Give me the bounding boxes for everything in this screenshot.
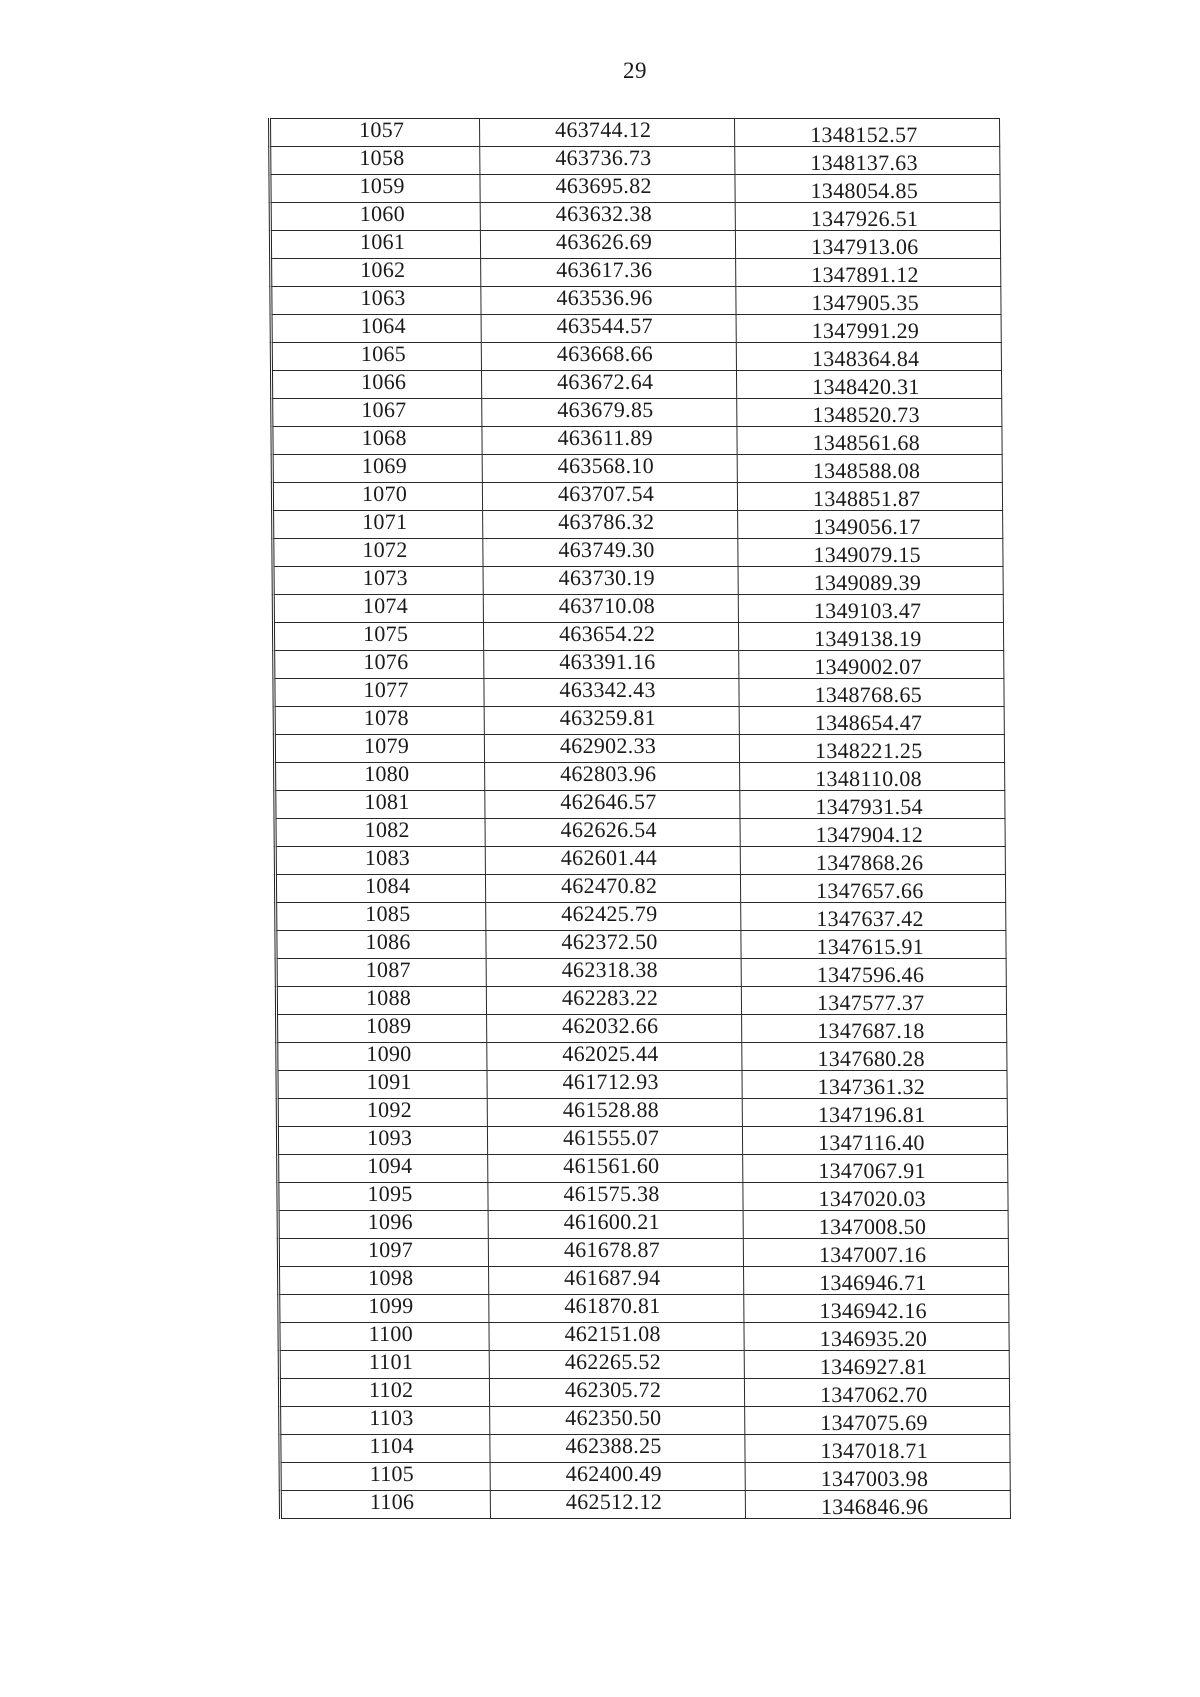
point-number-cell: 1076 [274, 651, 484, 679]
y-coordinate-cell: 1347008.50 [743, 1211, 1008, 1239]
x-coordinate-cell: 462388.25 [490, 1435, 745, 1463]
table-row [273, 567, 1003, 595]
x-coordinate-cell: 463536.96 [481, 287, 736, 315]
y-coordinate-cell: 1347596.46 [741, 959, 1006, 987]
table-row [270, 175, 1000, 203]
x-coordinate-cell: 462400.49 [490, 1463, 745, 1491]
table-row [276, 903, 1006, 931]
table-row [272, 483, 1002, 511]
point-number-cell: 1095 [278, 1183, 488, 1211]
table-row [274, 735, 1004, 763]
table-row [279, 1323, 1009, 1351]
table-row [278, 1155, 1008, 1183]
table-row [275, 847, 1005, 875]
point-number-cell: 1096 [278, 1211, 488, 1239]
x-coordinate-cell: 463710.08 [483, 595, 738, 623]
table-row [273, 511, 1003, 539]
table-row [273, 595, 1003, 623]
x-coordinate-cell: 463654.22 [483, 623, 738, 651]
y-coordinate-cell: 1347196.81 [742, 1099, 1007, 1127]
table-row [271, 371, 1001, 399]
point-number-cell: 1072 [273, 539, 483, 567]
x-coordinate-cell: 463679.85 [482, 399, 737, 427]
table-row [272, 455, 1002, 483]
y-coordinate-cell: 1347577.37 [741, 987, 1006, 1015]
x-coordinate-cell: 463707.54 [482, 483, 737, 511]
table-row [273, 623, 1003, 651]
point-number-cell: 1092 [277, 1099, 487, 1127]
table-row [274, 651, 1004, 679]
point-number-cell: 1071 [273, 511, 483, 539]
point-number-cell: 1105 [280, 1463, 490, 1491]
x-coordinate-cell: 463672.64 [481, 371, 736, 399]
point-number-cell: 1067 [272, 399, 482, 427]
x-coordinate-cell: 462626.54 [485, 819, 740, 847]
table-row [277, 1015, 1007, 1043]
x-coordinate-cell: 462646.57 [485, 791, 740, 819]
x-coordinate-cell: 462265.52 [489, 1351, 744, 1379]
y-coordinate-cell: 1346942.16 [744, 1295, 1009, 1323]
point-number-cell: 1074 [273, 595, 483, 623]
x-coordinate-cell: 463730.19 [483, 567, 738, 595]
point-number-cell: 1061 [270, 231, 480, 259]
y-coordinate-cell: 1347680.28 [742, 1043, 1007, 1071]
table-row [276, 959, 1006, 987]
x-coordinate-cell: 461678.87 [488, 1239, 743, 1267]
point-number-cell: 1087 [276, 959, 486, 987]
table-row [271, 343, 1001, 371]
x-coordinate-cell: 463617.36 [481, 259, 736, 287]
point-number-cell: 1081 [275, 791, 485, 819]
point-number-cell: 1064 [271, 315, 481, 343]
x-coordinate-cell: 463626.69 [480, 231, 735, 259]
x-coordinate-cell: 462318.38 [486, 959, 741, 987]
y-coordinate-cell: 1347075.69 [745, 1407, 1010, 1435]
table-row [270, 203, 1000, 231]
x-coordinate-cell: 461687.94 [489, 1267, 744, 1295]
table-row [270, 119, 1000, 147]
table-row [279, 1379, 1009, 1407]
y-coordinate-cell: 1347003.98 [745, 1463, 1010, 1491]
point-number-cell: 1068 [272, 427, 482, 455]
table-row [277, 1127, 1007, 1155]
point-number-cell: 1104 [280, 1435, 490, 1463]
y-coordinate-cell: 1347868.26 [740, 847, 1005, 875]
x-coordinate-cell: 462512.12 [490, 1491, 745, 1519]
y-coordinate-cell: 1347637.42 [741, 903, 1006, 931]
point-number-cell: 1094 [278, 1155, 488, 1183]
table-row [271, 287, 1001, 315]
point-number-cell: 1101 [279, 1351, 489, 1379]
coordinates-table [268, 118, 1011, 1519]
point-number-cell: 1088 [276, 987, 486, 1015]
x-coordinate-cell: 462372.50 [486, 931, 741, 959]
table-row [280, 1407, 1010, 1435]
point-number-cell: 1103 [280, 1407, 490, 1435]
y-coordinate-cell: 1348137.63 [735, 147, 1000, 175]
y-coordinate-cell: 1348221.25 [739, 735, 1004, 763]
x-coordinate-cell: 463736.73 [480, 147, 735, 175]
table-row [270, 231, 1000, 259]
table-row [275, 791, 1005, 819]
point-number-cell: 1057 [270, 119, 480, 147]
table-row [273, 539, 1003, 567]
point-number-cell: 1082 [275, 819, 485, 847]
x-coordinate-cell: 462025.44 [487, 1043, 742, 1071]
table-row [276, 931, 1006, 959]
table-row [270, 147, 1000, 175]
point-number-cell: 1073 [273, 567, 483, 595]
table-row [278, 1183, 1008, 1211]
x-coordinate-cell: 463259.81 [484, 707, 739, 735]
x-coordinate-cell: 463342.43 [484, 679, 739, 707]
x-coordinate-cell: 463544.57 [481, 315, 736, 343]
x-coordinate-cell: 463568.10 [482, 455, 737, 483]
table-row [272, 427, 1002, 455]
point-number-cell: 1080 [275, 763, 485, 791]
page-number: 29 [623, 58, 647, 83]
coordinates-table-body [270, 119, 1011, 1519]
table-row [280, 1491, 1010, 1519]
x-coordinate-cell: 462470.82 [485, 875, 740, 903]
table-row [277, 1071, 1007, 1099]
x-coordinate-cell: 461712.93 [487, 1071, 742, 1099]
point-number-cell: 1090 [277, 1043, 487, 1071]
x-coordinate-cell: 462283.22 [486, 987, 741, 1015]
y-coordinate-cell: 1347615.91 [741, 931, 1006, 959]
point-number-cell: 1099 [279, 1295, 489, 1323]
point-number-cell: 1075 [273, 623, 483, 651]
table-row [274, 707, 1004, 735]
point-number-cell: 1100 [279, 1323, 489, 1351]
y-coordinate-cell: 1348588.08 [737, 455, 1002, 483]
table-row [279, 1351, 1009, 1379]
table-row [271, 315, 1001, 343]
y-coordinate-cell: 1347687.18 [742, 1015, 1007, 1043]
table-row [275, 819, 1005, 847]
point-number-cell: 1102 [279, 1379, 489, 1407]
x-coordinate-cell: 461555.07 [487, 1127, 742, 1155]
y-coordinate-cell: 1347018.71 [745, 1435, 1010, 1463]
x-coordinate-cell: 461600.21 [488, 1211, 743, 1239]
table-row [272, 399, 1002, 427]
x-coordinate-cell: 462803.96 [485, 763, 740, 791]
y-coordinate-cell: 1347361.32 [742, 1071, 1007, 1099]
x-coordinate-cell: 463611.89 [482, 427, 737, 455]
x-coordinate-cell: 461528.88 [487, 1099, 742, 1127]
x-coordinate-cell: 462902.33 [484, 735, 739, 763]
x-coordinate-cell: 463632.38 [480, 203, 735, 231]
x-coordinate-cell: 461870.81 [489, 1295, 744, 1323]
y-coordinate-cell: 1347657.66 [740, 875, 1005, 903]
y-coordinate-cell: 1349079.15 [738, 539, 1003, 567]
x-coordinate-cell: 463668.66 [481, 343, 736, 371]
y-coordinate-cell: 1349056.17 [738, 511, 1003, 539]
x-coordinate-cell: 462601.44 [485, 847, 740, 875]
point-number-cell: 1062 [271, 259, 481, 287]
table-row [277, 1043, 1007, 1071]
table-row [278, 1239, 1008, 1267]
point-number-cell: 1060 [270, 203, 480, 231]
point-number-cell: 1070 [272, 483, 482, 511]
point-number-cell: 1063 [271, 287, 481, 315]
y-coordinate-cell: 1347067.91 [743, 1155, 1008, 1183]
coordinates-table-container [268, 118, 998, 1519]
y-coordinate-cell: 1348561.68 [737, 427, 1002, 455]
table-row [274, 679, 1004, 707]
x-coordinate-cell: 463786.32 [483, 511, 738, 539]
point-number-cell: 1079 [274, 735, 484, 763]
point-number-cell: 1091 [277, 1071, 487, 1099]
table-row [279, 1295, 1009, 1323]
point-number-cell: 1083 [275, 847, 485, 875]
x-coordinate-cell: 462151.08 [489, 1323, 744, 1351]
table-row [275, 763, 1005, 791]
table-row [275, 875, 1005, 903]
point-number-cell: 1106 [280, 1491, 490, 1519]
y-coordinate-cell: 1346846.96 [745, 1491, 1010, 1519]
x-coordinate-cell: 462425.79 [486, 903, 741, 931]
y-coordinate-cell: 1347007.16 [743, 1239, 1008, 1267]
table-row [271, 259, 1001, 287]
y-coordinate-cell: 1349138.19 [738, 623, 1003, 651]
y-coordinate-cell: 1346935.20 [744, 1323, 1009, 1351]
y-coordinate-cell: 1347991.29 [736, 315, 1001, 343]
point-number-cell: 1085 [276, 903, 486, 931]
point-number-cell: 1059 [270, 175, 480, 203]
y-coordinate-cell: 1348364.84 [736, 343, 1001, 371]
table-row [280, 1463, 1010, 1491]
y-coordinate-cell: 1348152.57 [735, 119, 1000, 147]
y-coordinate-cell: 1347905.35 [736, 287, 1001, 315]
point-number-cell: 1086 [276, 931, 486, 959]
point-number-cell: 1077 [274, 679, 484, 707]
y-coordinate-cell: 1347020.03 [743, 1183, 1008, 1211]
x-coordinate-cell: 462305.72 [489, 1379, 744, 1407]
x-coordinate-cell: 461561.60 [488, 1155, 743, 1183]
y-coordinate-cell: 1347904.12 [740, 819, 1005, 847]
table-row [276, 987, 1006, 1015]
point-number-cell: 1065 [271, 343, 481, 371]
point-number-cell: 1089 [277, 1015, 487, 1043]
y-coordinate-cell: 1348654.47 [739, 707, 1004, 735]
x-coordinate-cell: 462350.50 [490, 1407, 745, 1435]
point-number-cell: 1078 [274, 707, 484, 735]
point-number-cell: 1093 [277, 1127, 487, 1155]
x-coordinate-cell: 461575.38 [488, 1183, 743, 1211]
y-coordinate-cell: 1346927.81 [744, 1351, 1009, 1379]
table-row [278, 1211, 1008, 1239]
y-coordinate-cell: 1347116.40 [742, 1127, 1007, 1155]
y-coordinate-cell: 1348420.31 [736, 371, 1001, 399]
y-coordinate-cell: 1347926.51 [735, 203, 1000, 231]
y-coordinate-cell: 1349002.07 [739, 651, 1004, 679]
x-coordinate-cell: 463749.30 [483, 539, 738, 567]
point-number-cell: 1069 [272, 455, 482, 483]
y-coordinate-cell: 1346946.71 [744, 1267, 1009, 1295]
y-coordinate-cell: 1349089.39 [738, 567, 1003, 595]
point-number-cell: 1097 [278, 1239, 488, 1267]
point-number-cell: 1066 [271, 371, 481, 399]
y-coordinate-cell: 1347891.12 [736, 259, 1001, 287]
y-coordinate-cell: 1347062.70 [744, 1379, 1009, 1407]
point-number-cell: 1058 [270, 147, 480, 175]
table-row [279, 1267, 1009, 1295]
y-coordinate-cell: 1349103.47 [738, 595, 1003, 623]
x-coordinate-cell: 463695.82 [480, 175, 735, 203]
table-row [277, 1099, 1007, 1127]
x-coordinate-cell: 463391.16 [484, 651, 739, 679]
point-number-cell: 1098 [279, 1267, 489, 1295]
x-coordinate-cell: 462032.66 [487, 1015, 742, 1043]
point-number-cell: 1084 [275, 875, 485, 903]
y-coordinate-cell: 1347913.06 [735, 231, 1000, 259]
y-coordinate-cell: 1347931.54 [740, 791, 1005, 819]
y-coordinate-cell: 1348851.87 [737, 483, 1002, 511]
table-row [280, 1435, 1010, 1463]
y-coordinate-cell: 1348520.73 [737, 399, 1002, 427]
y-coordinate-cell: 1348768.65 [739, 679, 1004, 707]
y-coordinate-cell: 1348054.85 [735, 175, 1000, 203]
y-coordinate-cell: 1348110.08 [740, 763, 1005, 791]
x-coordinate-cell: 463744.12 [480, 119, 735, 147]
